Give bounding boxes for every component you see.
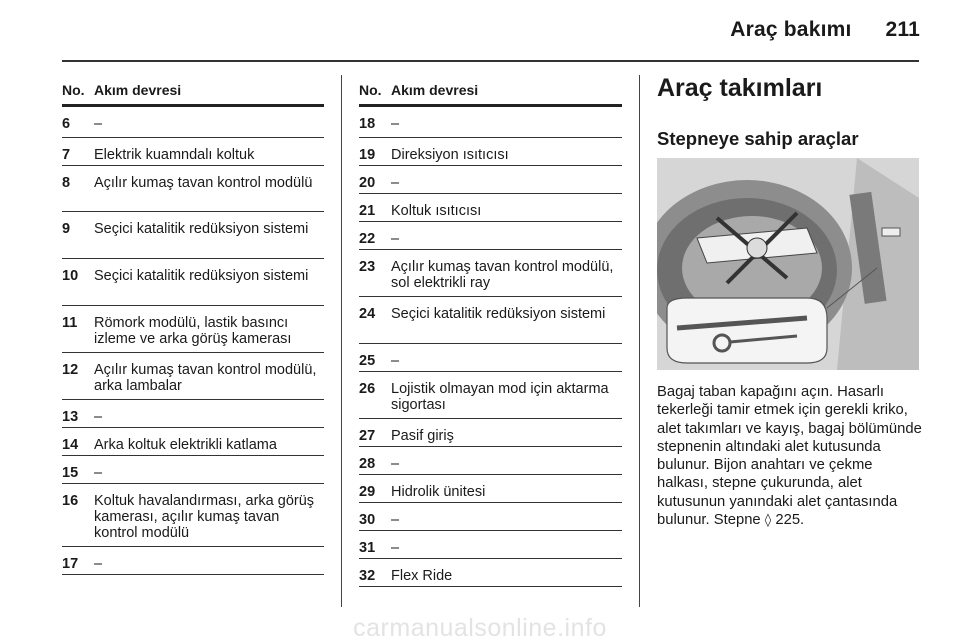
fuse-number: 28: [359, 456, 376, 472]
fuse-number: 24: [359, 306, 376, 322]
fuse-number: 13: [62, 409, 79, 425]
fuse-circuit: Seçici katalitik redüksiyon sistemi: [94, 221, 309, 237]
fuse-number: 25: [359, 353, 376, 369]
fuse-number: 30: [359, 512, 376, 528]
fuse-number: 29: [359, 484, 376, 500]
page-reference-icon: ◊: [764, 513, 772, 529]
table-row: [359, 250, 622, 297]
table-row: [62, 166, 324, 212]
table-header: [359, 82, 622, 107]
fuse-number: 12: [62, 362, 79, 378]
column-header-circuit: Akım devresi: [94, 82, 182, 98]
table-row: [62, 212, 324, 259]
page-number: 211: [885, 18, 920, 41]
table-row: [359, 107, 622, 138]
fuse-circuit: Elektrik kuamndalı koltuk: [94, 147, 255, 163]
table-row: [62, 456, 324, 484]
fuse-number: 15: [62, 465, 79, 481]
fuse-number: 27: [359, 428, 376, 444]
fuse-circuit: Seçici katalitik redüksiyon sistemi: [391, 306, 606, 322]
fuse-number: 20: [359, 175, 376, 191]
fuse-circuit: –: [391, 456, 400, 472]
table-row: [359, 138, 622, 166]
table-row: [359, 419, 622, 447]
table-row: [359, 194, 622, 222]
spare-wheel-tools-photo: [657, 158, 919, 370]
table-row: [62, 428, 324, 456]
fuse-circuit: –: [391, 540, 400, 556]
fuse-circuit: –: [391, 353, 400, 369]
page-reference-link[interactable]: 225.: [775, 512, 805, 529]
fuse-circuit: –: [391, 231, 400, 247]
table-row: [359, 447, 622, 475]
tools-illustration: [657, 158, 919, 370]
fuse-number: 21: [359, 203, 376, 219]
fuse-circuit: Hidrolik ünitesi: [391, 484, 486, 500]
table-row: [359, 475, 622, 503]
fuse-circuit: Açılır kumaş tavan kontrol modülü, arka lambalar: [94, 362, 317, 394]
table-row: [62, 107, 324, 138]
table-row: [62, 353, 324, 400]
fuse-number: 10: [62, 268, 79, 284]
fuse-number: 8: [62, 175, 71, 191]
table-row: [62, 138, 324, 166]
fuse-number: 31: [359, 540, 376, 556]
fuse-number: 22: [359, 231, 376, 247]
column-header-no: No.: [359, 82, 382, 98]
table-row: [62, 259, 324, 306]
fuse-number: 14: [62, 437, 79, 453]
fuse-number: 11: [62, 315, 78, 331]
section-subheading: Stepneye sahip araçlar: [657, 128, 859, 149]
table-row: [359, 372, 622, 419]
table-row: [359, 166, 622, 194]
column-header-no: No.: [62, 82, 85, 98]
fuse-circuit: Seçici katalitik redüksiyon sistemi: [94, 268, 309, 284]
fuse-circuit: Römork modülü, lastik basıncı izleme ve arka görüş kamerası: [94, 315, 292, 347]
table-row: [359, 297, 622, 344]
fuse-circuit: Koltuk ısıtıcısı: [391, 203, 482, 219]
fuse-circuit: –: [94, 556, 103, 572]
section-heading: Araç takımları: [657, 74, 823, 102]
fuse-number: 18: [359, 116, 376, 132]
table-row: [62, 547, 324, 575]
fuse-circuit: –: [94, 116, 103, 132]
table-row: [62, 400, 324, 428]
table-row: [359, 503, 622, 531]
section-title: Araç bakımı: [730, 18, 852, 41]
fuse-number: 6: [62, 116, 71, 132]
fuse-table-right: [359, 82, 622, 587]
fuse-number: 23: [359, 259, 376, 275]
fuse-circuit: –: [391, 175, 400, 191]
fuse-circuit: –: [94, 465, 103, 481]
table-row: [359, 344, 622, 372]
fuse-number: 9: [62, 221, 71, 237]
table-row: [62, 484, 324, 547]
fuse-circuit: Açılır kumaş tavan kontrol modülü, sol elektrikli ray: [391, 259, 614, 291]
section-body-text: Bagaj taban kapağını açın. Hasarlı tekerleği tamir etmek için gerekli kriko, alet takımları ve kayış, bagaj bölümünde stepnenin altındaki alet kutusunda bulunur. Bijon anahtarı ve çekme halkası, stepne çukurunda, alet kutusunun yanındaki alet çantasında bulunur. Stepne ◊ 225.: [657, 384, 922, 529]
table-row: [359, 559, 622, 587]
fuse-number: 16: [62, 493, 79, 509]
fuse-number: 26: [359, 381, 376, 397]
fuse-circuit: Lojistik olmayan mod için aktarma sigortası: [391, 381, 609, 413]
fuse-number: 7: [62, 147, 71, 163]
fuse-number: 19: [359, 147, 376, 163]
fuse-circuit: –: [391, 512, 400, 528]
column-header-circuit: Akım devresi: [391, 82, 479, 98]
fuse-circuit: –: [94, 409, 103, 425]
table-row: [359, 531, 622, 559]
table-row: [359, 222, 622, 250]
table-header: [62, 82, 324, 107]
watermark: carmanualsonline.info: [353, 614, 607, 642]
fuse-table-left: [62, 82, 324, 575]
fuse-circuit: Açılır kumaş tavan kontrol modülü: [94, 175, 313, 191]
fuse-circuit: Direksiyon ısıtıcısı: [391, 147, 509, 163]
fuse-number: 17: [62, 556, 79, 572]
fuse-circuit: –: [391, 116, 400, 132]
header-rule: [62, 60, 919, 62]
fuse-circuit: Koltuk havalandırması, arka görüş kamerası, açılır kumaş tavan kontrol modülü: [94, 493, 315, 541]
column-divider: [341, 75, 342, 607]
fuse-number: 32: [359, 568, 376, 584]
fuse-circuit: Arka koltuk elektrikli katlama: [94, 437, 277, 453]
fuse-circuit: Pasif giriş: [391, 428, 454, 444]
table-row: [62, 306, 324, 353]
column-divider: [639, 75, 640, 607]
fuse-circuit: Flex Ride: [391, 568, 453, 584]
